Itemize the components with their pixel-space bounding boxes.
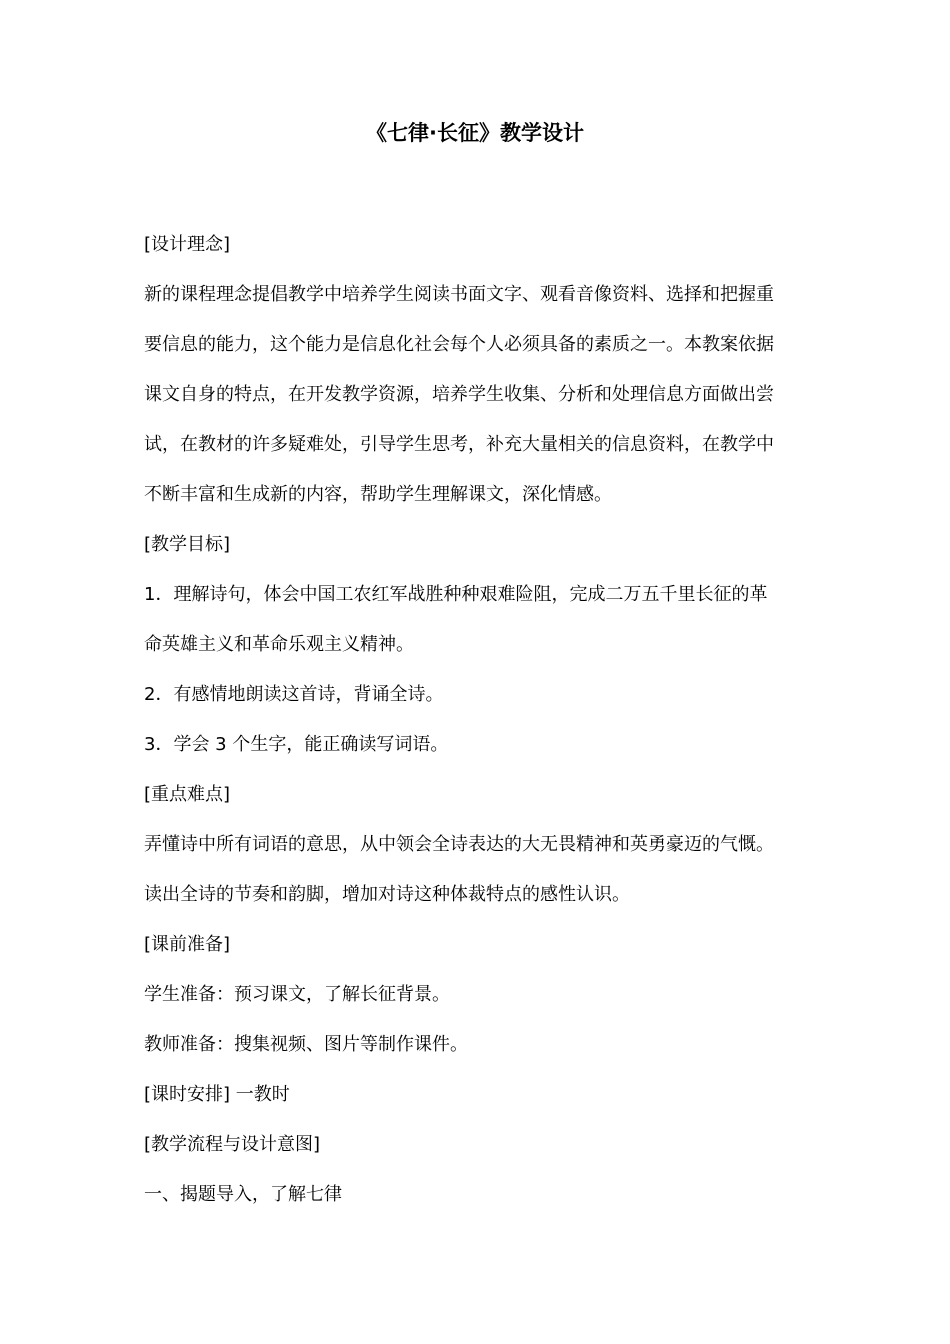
teacher-preparation: 教师准备：搜集视频、图片等制作课件。 bbox=[144, 1034, 468, 1055]
paragraph-line: 要信息的能力，这个能力是信息化社会每个人必须具备的素质之一。本教案依据 bbox=[144, 334, 774, 355]
paragraph-line: 新的课程理念提倡教学中培养学生阅读书面文字、观看音像资料、选择和把握重 bbox=[144, 284, 774, 305]
section-heading-design-concept: [设计理念] bbox=[144, 234, 231, 255]
list-item-goal-3: 3．学会 3 个生字，能正确读写词语。 bbox=[144, 734, 449, 755]
section-heading-teaching-goals: [教学目标] bbox=[144, 534, 231, 555]
paragraph-line: 课文自身的特点，在开发教学资源，培养学生收集、分析和处理信息方面做出尝 bbox=[144, 384, 774, 405]
student-preparation: 学生准备：预习课文，了解长征背景。 bbox=[144, 984, 450, 1005]
section-heading-teaching-process: [教学流程与设计意图] bbox=[144, 1134, 321, 1155]
section-heading-key-points: [重点难点] bbox=[144, 784, 231, 805]
section-heading-preparation: [课前准备] bbox=[144, 934, 231, 955]
list-item-goal-1-continued: 命英雄主义和革命乐观主义精神。 bbox=[144, 634, 414, 655]
section-heading-schedule: [课时安排] 一教时 bbox=[144, 1084, 290, 1105]
paragraph-line: 弄懂诗中所有词语的意思，从中领会全诗表达的大无畏精神和英勇豪迈的气慨。 bbox=[144, 834, 774, 855]
document-body bbox=[144, 220, 824, 1220]
list-item-goal-2: 2．有感情地朗读这首诗，背诵全诗。 bbox=[144, 684, 444, 705]
paragraph-line: 试，在教材的许多疑难处，引导学生思考，补充大量相关的信息资料，在教学中 bbox=[144, 434, 774, 455]
list-item-goal-1: 1．理解诗句，体会中国工农红军战胜种种艰难险阻，完成二万五千里长征的革 bbox=[144, 584, 768, 605]
process-step-1: 一、揭题导入，了解七律 bbox=[144, 1184, 342, 1205]
document-title: 《七律·长征》教学设计 bbox=[366, 121, 584, 145]
paragraph-line: 不断丰富和生成新的内容，帮助学生理解课文，深化情感。 bbox=[144, 484, 612, 505]
paragraph-line: 读出全诗的节奏和韵脚，增加对诗这种体裁特点的感性认识。 bbox=[144, 884, 630, 905]
